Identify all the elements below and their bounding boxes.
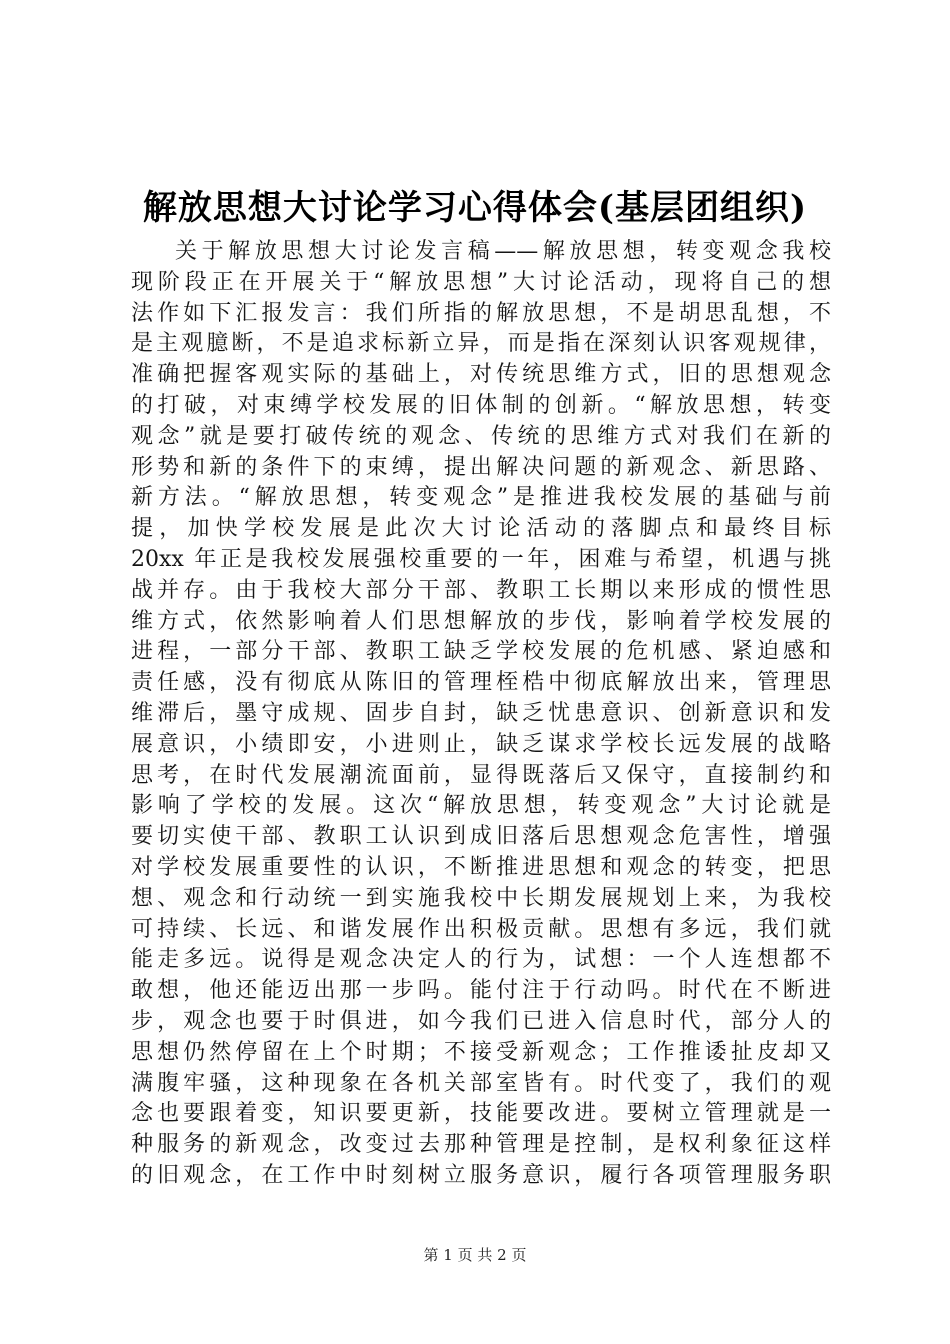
- body-line: 战并存。由于我校大部分干部、教职工长期以来形成的惯性思: [131, 577, 831, 603]
- body-line: 准确把握客观实际的基础上，对传统思维方式，旧的思想观念: [131, 362, 831, 388]
- body-line: 进程，一部分干部、教职工缺乏学校发展的危机感、紧迫感和: [131, 639, 831, 665]
- body-line: 可持续、长远、和谐发展作出积极贡献。思想有多远，我们就: [131, 916, 831, 942]
- body-line: 20xx 年正是我校发展强校重要的一年，困难与希望，机遇与挑: [131, 546, 831, 572]
- body-line: 的旧观念，在工作中时刻树立服务意识，履行各项管理服务职: [131, 1162, 831, 1188]
- body-line: 步，观念也要于时俱进，如今我们已进入信息时代，部分人的: [131, 1008, 831, 1034]
- body-line: 现阶段正在开展关于“解放思想”大讨论活动，现将自己的想: [131, 269, 831, 295]
- body-line: 满腹牢骚，这种现象在各机关部室皆有。时代变了，我们的观: [131, 1070, 831, 1096]
- body-line: 影响了学校的发展。这次“解放思想，转变观念”大讨论就是: [131, 793, 831, 819]
- body-line: 敢想，他还能迈出那一步吗。能付注于行动吗。时代在不断进: [131, 978, 831, 1004]
- body-line: 念也要跟着变，知识要更新，技能要改进。要树立管理就是一: [131, 1101, 831, 1127]
- body-line: 展意识，小绩即安，小进则止，缺乏谋求学校长远发展的战略: [131, 731, 831, 757]
- body-line: 法作如下汇报发言：我们所指的解放思想，不是胡思乱想，不: [131, 300, 831, 326]
- body-line: 关于解放思想大讨论发言稿——解放思想，转变观念我校: [175, 239, 831, 264]
- body-line: 维方式，依然影响着人们思想解放的步伐，影响着学校发展的: [131, 608, 831, 634]
- body-line: 想、观念和行动统一到实施我校中长期发展规划上来，为我校: [131, 885, 831, 911]
- body-line: 观念”就是要打破传统的观念、传统的思维方式对我们在新的: [131, 423, 831, 449]
- body-line: 提，加快学校发展是此次大讨论活动的落脚点和最终目标: [131, 516, 831, 542]
- page-number-footer: 第 1 页 共 2 页: [423, 1246, 527, 1264]
- document-title: 解放思想大讨论学习心得体会(基层团组织): [142, 188, 808, 228]
- body-line: 对学校发展重要性的认识，不断推进思想和观念的转变，把思: [131, 854, 831, 880]
- body-line: 维滞后，墨守成规、固步自封，缺乏忧患意识、创新意识和发: [131, 700, 831, 726]
- body-line: 形势和新的条件下的束缚，提出解决问题的新观念、新思路、: [131, 454, 831, 480]
- body-line: 能走多远。说得是观念决定人的行为，试想：一个人连想都不: [131, 947, 831, 973]
- body-line: 是主观臆断，不是追求标新立异，而是指在深刻认识客观规律，: [131, 331, 831, 357]
- body-line: 思想仍然停留在上个时期；不接受新观念；工作推诿扯皮却又: [131, 1039, 831, 1065]
- document-body: [131, 237, 831, 1192]
- body-line: 新方法。“解放思想，转变观念”是推进我校发展的基础与前: [131, 485, 831, 511]
- body-line: 的打破，对束缚学校发展的旧体制的创新。“解放思想，转变: [131, 392, 831, 418]
- body-line: 种服务的新观念，改变过去那种管理是控制，是权利象征这样: [131, 1132, 831, 1158]
- body-line: 责任感，没有彻底从陈旧的管理桎梏中彻底解放出来，管理思: [131, 670, 831, 696]
- body-line: 要切实使干部、教职工认识到成旧落后思想观念危害性，增强: [131, 824, 831, 850]
- body-line: 思考，在时代发展潮流面前，显得既落后又保守，直接制约和: [131, 762, 831, 788]
